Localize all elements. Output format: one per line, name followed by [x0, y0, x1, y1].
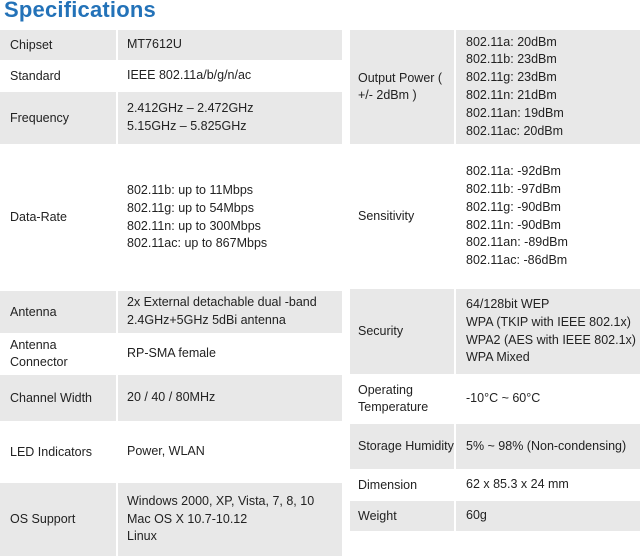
spec-value-line: 802.11n: -90dBm	[466, 217, 561, 232]
spec-value-line: WPA2 (AES with IEEE 802.1x)	[466, 332, 636, 347]
spec-value	[456, 471, 569, 499]
spec-label: Weight	[350, 501, 456, 531]
spec-value-line: 5% ~ 98% (Non-condensing)	[466, 438, 627, 453]
spec-value	[118, 423, 205, 481]
spec-label: Output Power ( +/- 2dBm )	[350, 30, 456, 144]
spec-value-line: 802.11b: 23dBm	[466, 52, 557, 67]
spec-row	[350, 146, 640, 289]
spec-row	[0, 62, 342, 92]
spec-row	[350, 471, 640, 501]
spec-value-line: 802.11g: -90dBm	[466, 199, 561, 214]
spec-value	[456, 289, 636, 374]
spec-value-line: 62 x 85.3 x 24 mm	[466, 477, 569, 492]
spec-value-line: 5.15GHz – 5.825GHz	[127, 119, 247, 133]
spec-value-line: MT7612U	[127, 37, 182, 52]
spec-row	[350, 501, 640, 533]
spec-value	[456, 30, 564, 144]
spec-row	[350, 289, 640, 376]
spec-label: Antenna Connector	[0, 335, 118, 373]
spec-label: Operating Temperature	[350, 376, 456, 422]
spec-label: Data-Rate	[0, 146, 118, 289]
spec-value-line: 2x External detachable dual -band	[127, 295, 317, 310]
spec-value	[118, 483, 314, 556]
spec-value-line: 802.11a: 20dBm	[466, 34, 557, 49]
spec-label: LED Indicators	[0, 423, 118, 481]
spec-value-line: 802.11g: up to 54Mbps	[127, 200, 254, 215]
spec-value	[118, 291, 317, 333]
spec-value-line: RP-SMA female	[127, 346, 216, 361]
spec-row	[0, 423, 342, 483]
spec-value-line: Linux	[127, 529, 157, 544]
spec-value-line: -10°C ~ 60°C	[466, 391, 541, 406]
spec-value-line: 802.11n: 21dBm	[466, 88, 557, 102]
spec-label: Antenna	[0, 291, 118, 333]
spec-table	[0, 30, 640, 544]
spec-value	[456, 146, 568, 287]
spec-value-line: 64/128bit WEP	[466, 296, 550, 311]
spec-value	[118, 92, 253, 144]
spec-row	[0, 92, 342, 146]
spec-row	[0, 483, 342, 558]
spec-value-line: 802.11ac: -86dBm	[466, 253, 568, 268]
spec-value-line: Windows 2000, XP, Vista, 7, 8, 10	[127, 493, 315, 508]
spec-row	[0, 291, 342, 335]
spec-value-line: 802.11b: up to 11Mbps	[127, 182, 254, 197]
spec-value	[118, 30, 182, 60]
spec-value	[118, 375, 215, 421]
spec-value-line: 2.4GHz+5GHz 5dBi antenna	[127, 313, 286, 327]
spec-value-line: 802.11n: up to 300Mbps	[127, 218, 261, 233]
spec-label: Security	[350, 289, 456, 374]
spec-value-line: IEEE 802.11a/b/g/n/ac	[127, 68, 252, 83]
spec-value-line: 802.11ac: 20dBm	[466, 123, 564, 138]
spec-value-line: Power, WLAN	[127, 444, 205, 459]
spec-row	[350, 424, 640, 471]
spec-value-line: WPA Mixed	[466, 350, 530, 365]
spec-value-line: 802.11an: -89dBm	[466, 235, 568, 250]
spec-label: Standard	[0, 62, 118, 90]
spec-value-line: 20 / 40 / 80MHz	[127, 390, 216, 405]
spec-label: Chipset	[0, 30, 118, 60]
page-title: Specifications	[4, 0, 156, 22]
spec-value	[118, 62, 251, 90]
spec-value	[118, 146, 267, 289]
spec-value	[456, 424, 626, 469]
spec-label: OS Support	[0, 483, 118, 556]
spec-row	[0, 146, 342, 291]
spec-value-line: 802.11b: -97dBm	[466, 181, 561, 196]
spec-row	[350, 376, 640, 424]
spec-value-line: 802.11g: 23dBm	[466, 70, 557, 85]
spec-row	[0, 335, 342, 375]
spec-row	[350, 30, 640, 146]
spec-value-line: 60g	[466, 508, 487, 523]
spec-label: Storage Humidity	[350, 424, 456, 469]
spec-label: Dimension	[350, 471, 456, 499]
spec-value-line: 802.11a: -92dBm	[466, 164, 561, 179]
spec-value	[456, 376, 540, 422]
spec-label: Channel Width	[0, 375, 118, 421]
spec-value-line: 802.11an: 19dBm	[466, 105, 564, 120]
spec-label: Frequency	[0, 92, 118, 144]
spec-value-line: WPA (TKIP with IEEE 802.1x)	[466, 314, 631, 329]
spec-row	[0, 30, 342, 62]
spec-value	[456, 501, 487, 531]
spec-value-line: 2.412GHz – 2.472GHz	[127, 101, 254, 116]
spec-value	[118, 335, 216, 373]
spec-row	[0, 375, 342, 423]
spec-value-line: 802.11ac: up to 867Mbps	[127, 236, 268, 251]
spec-label: Sensitivity	[350, 146, 456, 287]
spec-value-line: Mac OS X 10.7-10.12	[127, 511, 248, 526]
